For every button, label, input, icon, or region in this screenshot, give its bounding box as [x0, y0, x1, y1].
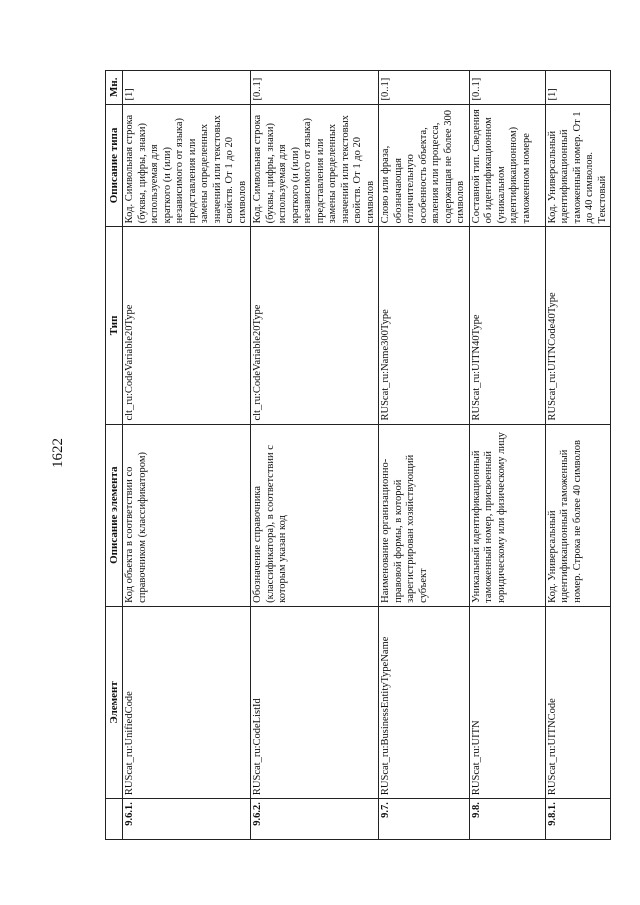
- table-row: [123, 71, 251, 840]
- row-element-desc: Код. Универсальный идентификационный таможенный номер. Строка не более 40 символов: [545, 424, 611, 606]
- row-element-desc: Код объекта в соответствии со справочником (классификатором): [123, 424, 251, 606]
- row-multiplicity: [0..1]: [469, 71, 545, 105]
- row-element-desc: Наименование организационно-правовой формы, в которой зарегистрирован хозяйствующий субъект: [379, 424, 470, 606]
- row-type: RUScat_ru:UITN40Type: [469, 227, 545, 424]
- row-type-desc: Составной тип. Сведения об идентификационном (уникальном идентификационном) таможенном номере: [469, 104, 545, 227]
- row-index: 9.6.2.: [251, 799, 379, 840]
- row-index: 9.6.1.: [123, 799, 251, 840]
- header-type-desc: Описание типа: [106, 104, 123, 227]
- row-type-desc: Слово или фраза, обозначающая отличительную особенность объекта, явления или процесса, содержащая не более 300 символов: [379, 104, 470, 227]
- row-element: RUScat_ru:UITNCode: [545, 606, 611, 798]
- row-element: RUScat_ru:CodeListId: [251, 606, 379, 798]
- row-element-desc: Уникальный идентификационный таможенный номер, присвоенный юридическому или физическому лицу: [469, 424, 545, 606]
- row-multiplicity: [0..1]: [251, 71, 379, 105]
- table-row: [545, 71, 611, 840]
- header-element: Элемент: [106, 606, 123, 798]
- header-type: Тип: [106, 227, 123, 424]
- row-type-desc: Код. Символьная строка (буквы, цифры, знаки) используемая для краткого (и (или) независимого от языка) представления или замены определенных значений или текстовых свойств. От 1 до 20 символов: [123, 104, 251, 227]
- row-multiplicity: [0..1]: [379, 71, 470, 105]
- header-index: [106, 799, 123, 840]
- page-number: 1622: [50, 438, 66, 468]
- row-type: clt_ru:CodeVariable20Type: [123, 227, 251, 424]
- row-multiplicity: [1]: [123, 71, 251, 105]
- row-type: clt_ru:CodeVariable20Type: [251, 227, 379, 424]
- table-row: [379, 71, 470, 840]
- row-index: 9.8.: [469, 799, 545, 840]
- row-element: RUScat_ru:UnifiedCode: [123, 606, 251, 798]
- row-type: RUScat_ru:Name300Type: [379, 227, 470, 424]
- table-header-row: [106, 71, 123, 840]
- row-type-desc: Код. Универсальный идентификационный таможенный номер. От 1 до 40 символов. Текстовый: [545, 104, 611, 227]
- row-type-desc: Код. Символьная строка (буквы, цифры, знаки) используемая для краткого (и (или) независимого от языка) представления или замены определенных значений или текстовых свойств. От 1 до 20 символов: [251, 104, 379, 227]
- row-element: RUScat_ru:BusinessEntityTypeName: [379, 606, 470, 798]
- table-row: [469, 71, 545, 840]
- header-element-desc: Описание элемента: [106, 424, 123, 606]
- header-multiplicity: Мн.: [106, 71, 123, 105]
- spec-table: [105, 70, 611, 840]
- row-multiplicity: [1]: [545, 71, 611, 105]
- row-type: RUScat_ru:UITNCode40Type: [545, 227, 611, 424]
- row-element-desc: Обозначение справочника (классификатора), в соответствии с которым указан код: [251, 424, 379, 606]
- row-index: 9.8.1.: [545, 799, 611, 840]
- rotated-table-container: [105, 70, 608, 840]
- row-index: 9.7.: [379, 799, 470, 840]
- row-element: RUScat_ru:UITN: [469, 606, 545, 798]
- table-row: [251, 71, 379, 840]
